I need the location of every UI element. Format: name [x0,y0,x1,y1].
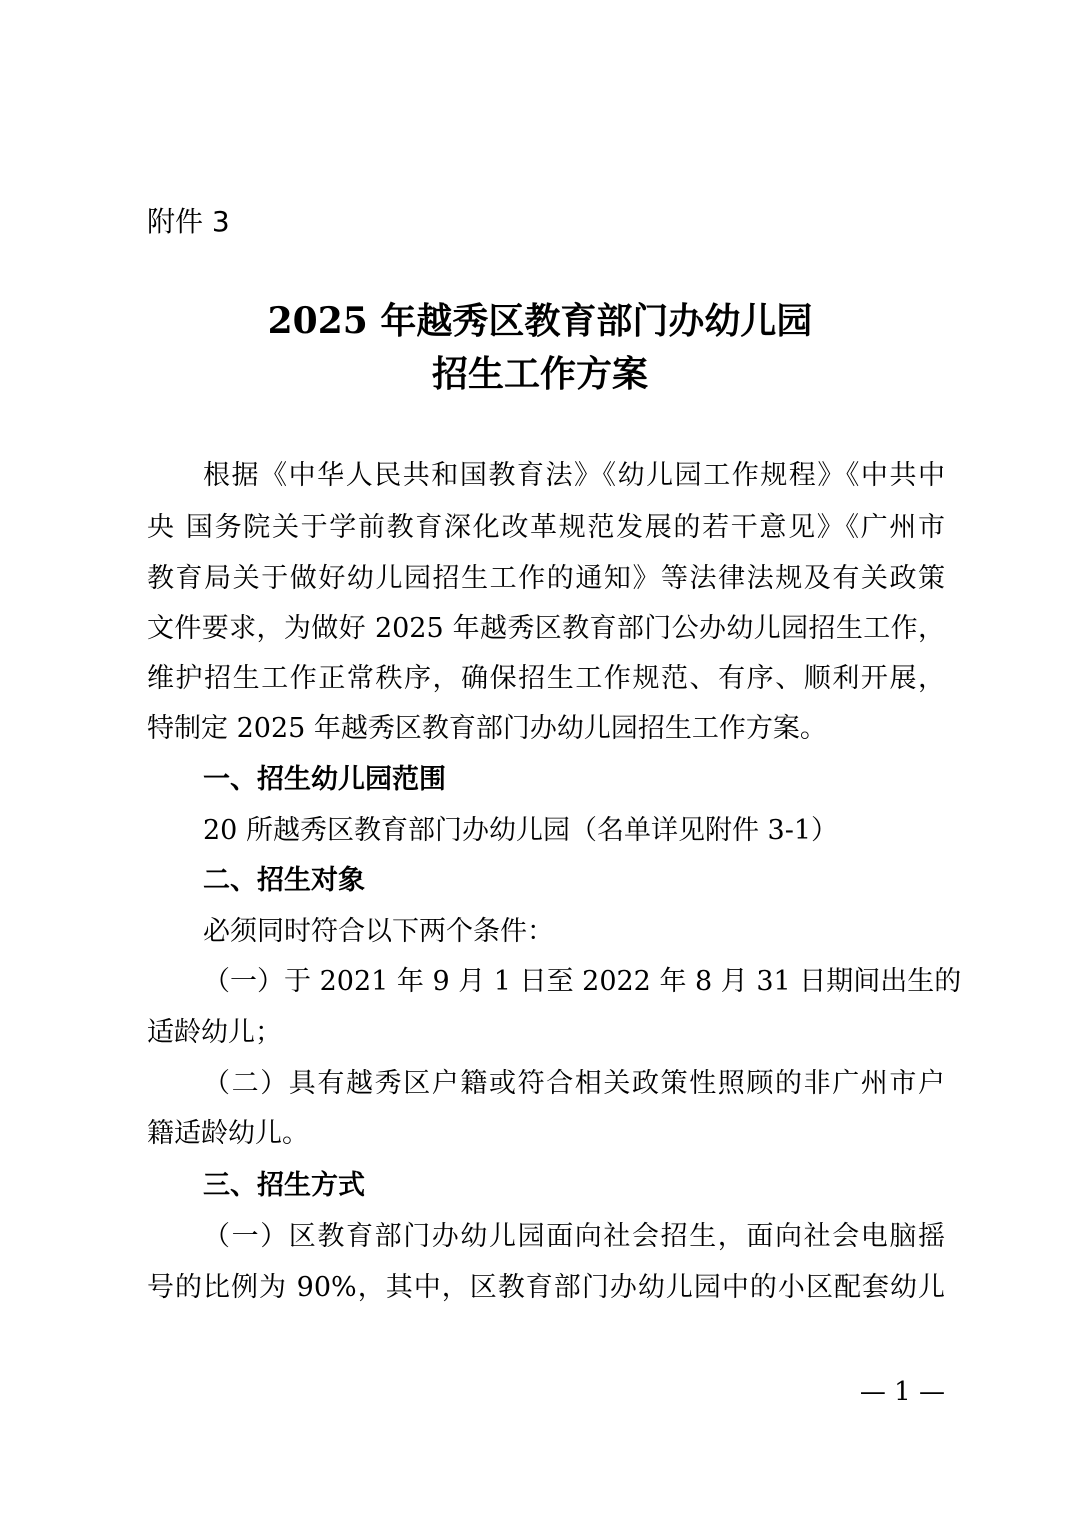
intro-line-3: 教育局关于做好幼儿园招生工作的通知》等法律法规及有关政策 [147,563,945,594]
section-1-heading: 一、招生幼儿园范围 [203,764,446,795]
section-2-item-1-line-1: （一）于 2021 年 9 月 1 日至 2022 年 8 月 31 日期间出生的 [203,966,962,997]
section-3-item-1-line-1: （一）区教育部门办幼儿园面向社会招生，面向社会电脑摇 [203,1221,945,1252]
section-2-item-1-line-2: 适龄幼儿； [147,1017,282,1048]
intro-line-6: 特制定 2025 年越秀区教育部门办幼儿园招生工作方案。 [147,713,827,744]
intro-line-4: 文件要求，为做好 2025 年越秀区教育部门公办幼儿园招生工作， [147,613,945,644]
document-title-line-1: 2025 年越秀区教育部门办幼儿园 [267,300,813,342]
section-2-heading: 二、招生对象 [203,865,365,896]
section-2-item-2-line-2: 籍适龄幼儿。 [147,1118,309,1149]
section-2-item-2-line-1: （二）具有越秀区户籍或符合相关政策性照顾的非广州市户 [203,1068,945,1099]
section-2-text: 必须同时符合以下两个条件： [203,916,554,947]
section-1-text: 20 所越秀区教育部门办幼儿园（名单详见附件 3-1） [203,815,839,846]
section-3-item-1-line-2: 号的比例为 90%，其中，区教育部门办幼儿园中的小区配套幼儿 [147,1272,945,1303]
document-title-line-2: 招生工作方案 [431,353,648,395]
intro-line-2: 央 国务院关于学前教育深化改革规范发展的若干意见》《广州市 [147,512,945,543]
page-number: — 1 — [859,1377,945,1407]
intro-line-5: 维护招生工作正常秩序，确保招生工作规范、有序、顺利开展， [147,663,945,694]
section-3-heading: 三、招生方式 [203,1170,365,1201]
attachment-label: 附件 3 [147,205,230,238]
intro-line-1: 根据《中华人民共和国教育法》《幼儿园工作规程》《中共中 [203,460,945,491]
